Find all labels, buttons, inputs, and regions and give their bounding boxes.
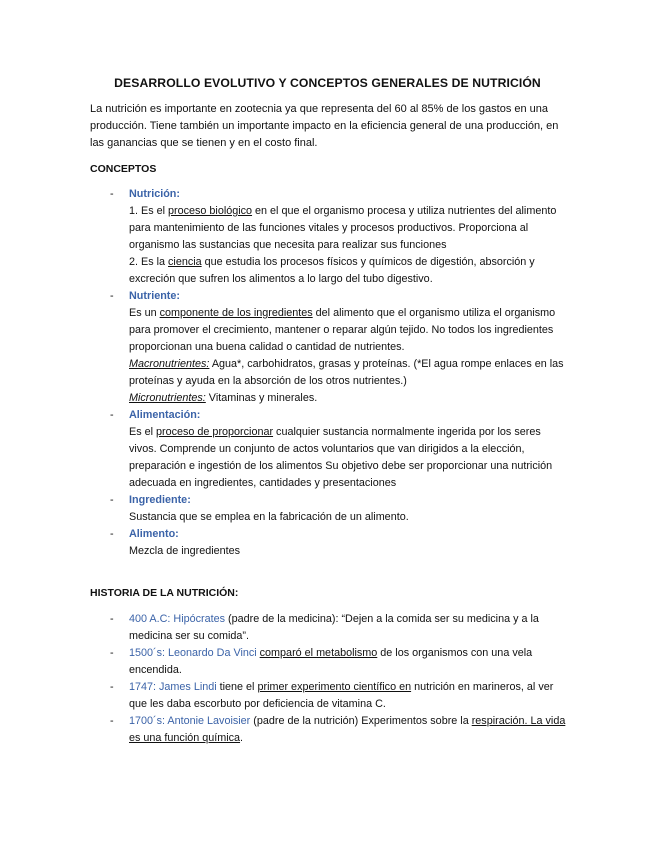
concept-alimento — [110, 526, 570, 560]
nutriente-def: Es un componente de los ingredientes del alimento que el organismo utiliza el organismo para promover el crecimiento, mantener o reparar algún tejido. No todos los ingredientes proporcionan una buena calidad o cantidad de nutrientes. — [129, 307, 556, 353]
alimentacion-def: Es el proceso de proporcionar cualquier sustancia normalmente ingerida por los seres vivos. Comprende un conjunto de actos voluntarios que van dirigidos a la elección, preparación e ingestión de los alimentos Su objetivo debe ser proporcionar una nutrición adecuada en ingredientes, cantidades y presentaciones — [129, 426, 553, 489]
term-nutricion: Nutrición: — [129, 188, 180, 200]
macronutrientes-label: Macronutrientes: — [129, 358, 210, 370]
intro-paragraph: La nutrición es importante en zootecnia ya que representa del 60 al 85% de los gastos en una producción. Tiene también un importante impacto en la eficiencia general de una producción, en las ganancias que se tienen y en el costo final. — [90, 103, 559, 149]
conceptos-list — [110, 186, 570, 560]
term-alimento: Alimento: — [129, 528, 179, 540]
term-nutriente: Nutriente: — [129, 290, 180, 302]
componente-underline: componente de los ingredientes — [159, 307, 313, 319]
historia-who: 1500´s: Leonardo Da Vinci — [129, 647, 257, 659]
historia-item: - 1500´s: Leonardo Da Vinci comparó el metabolismo de los organismos con una vela encendida. — [110, 645, 570, 679]
conceptos-heading: CONCEPTOS — [90, 163, 157, 175]
concept-alimentacion — [110, 407, 570, 492]
historia-item: - 1747: James Lindi tiene el primer experimento científico en nutrición en marineros, al ver que les daba escorbuto por deficiencia de vitamina C. — [110, 679, 570, 713]
proceso-biologico-link: proceso biológico — [168, 205, 253, 217]
micronutrientes-label: Micronutrientes: — [129, 392, 206, 404]
ciencia-underline: ciencia — [168, 256, 202, 268]
ingrediente-def: Sustancia que se emplea en la fabricación de un alimento. — [129, 511, 409, 523]
historia-heading: HISTORIA DE LA NUTRICIÓN: — [90, 587, 239, 599]
macronutrientes-line: Macronutrientes: Agua*, carbohidratos, grasas y proteínas. (*El agua rompe enlaces en las proteínas y ayuda en la absorción de los otros nutrientes.) — [129, 358, 564, 387]
term-alimentacion: Alimentación: — [129, 409, 201, 421]
alimento-def: Mezcla de ingredientes — [129, 545, 241, 557]
proceso-proporcionar-underline: proceso de proporcionar — [156, 426, 274, 438]
concept-nutriente — [110, 288, 570, 407]
concept-ingrediente — [110, 492, 570, 526]
concept-nutricion — [110, 186, 570, 288]
historia-who: 400 A.C: Hipócrates — [129, 613, 226, 625]
historia-who: 1747: James Lindi — [129, 681, 217, 693]
document-title: DESARROLLO EVOLUTIVO Y CONCEPTOS GENERALES DE NUTRICIÓN — [114, 76, 541, 90]
historia-item: - 1700´s: Antonie Lavoisier (padre de la nutrición) Experimentos sobre la respiración. La vida es una función química. — [110, 713, 570, 747]
historia-list — [110, 611, 570, 747]
term-ingrediente: Ingrediente: — [129, 494, 191, 506]
historia-who: 1700´s: Antonie Lavoisier — [129, 715, 251, 727]
nutricion-def-1: 1. Es el proceso biológico en el que el organismo procesa y utiliza nutrientes del alimento para mantenimiento de las funciones vitales y procesos productivos. Proporciona al organismo las sustancias que necesita para realizar sus funciones — [129, 205, 557, 251]
nutricion-def-2: 2. Es la ciencia que estudia los procesos físicos y químicos de digestión, absorción y excreción que sufren los alimentos a lo largo del tubo digestivo. — [129, 256, 535, 285]
historia-item: - 400 A.C: Hipócrates (padre de la medicina): “Dejen a la comida ser su medicina y a la medicina ser su comida”. — [110, 611, 570, 645]
micronutrientes-line: Micronutrientes: Vitaminas y minerales. — [129, 392, 318, 404]
